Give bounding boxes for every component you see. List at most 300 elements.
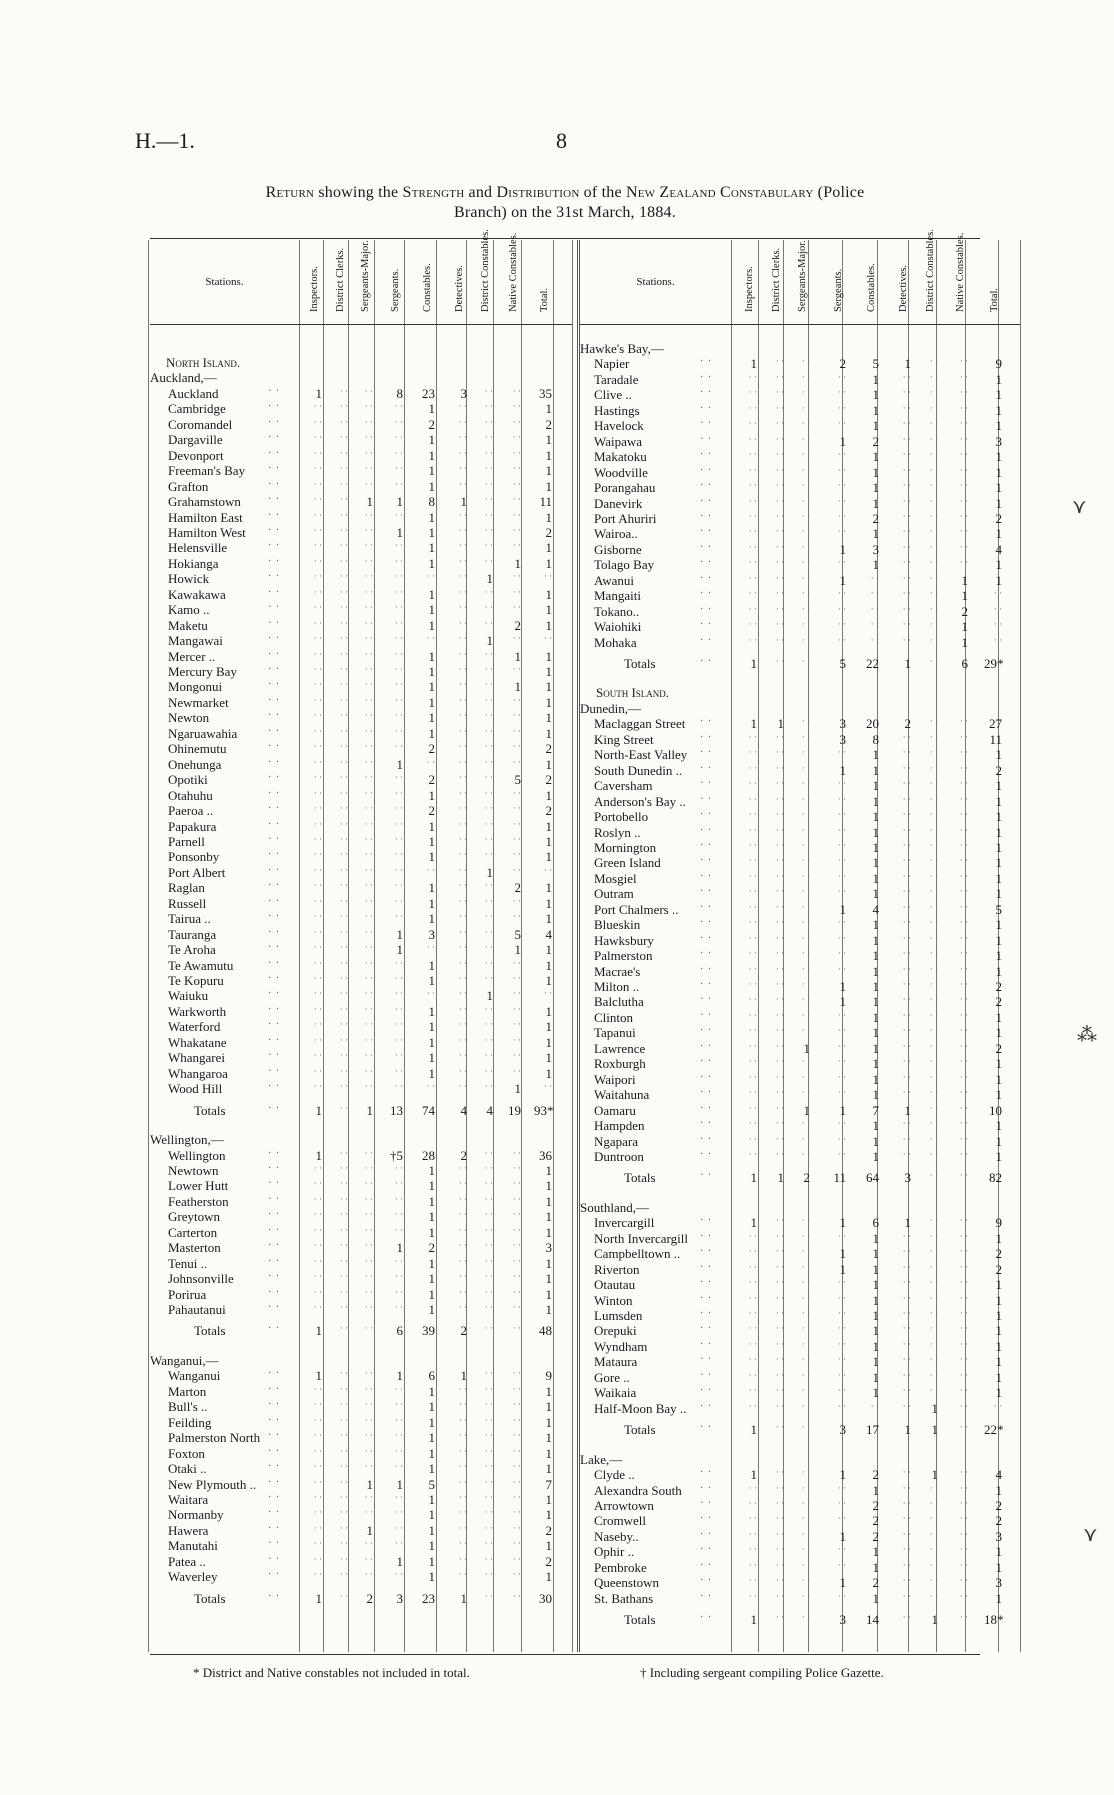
table-row (0, 1072, 1114, 1087)
cell-value: · · (484, 787, 493, 798)
cell-value: · · (512, 602, 521, 613)
cell-value: · · (458, 463, 467, 474)
table-row (0, 763, 1114, 778)
cell-value: · · (339, 524, 348, 535)
cell-value: · · (364, 1178, 373, 1189)
cell-value: · · (837, 1369, 846, 1380)
cell-value: 1 (839, 572, 846, 588)
cell-value: · · (929, 731, 938, 742)
title-part: Strength (402, 184, 465, 201)
cell-value: · · (313, 1162, 322, 1173)
cell-value: · · (748, 619, 757, 630)
cell-value: · · (775, 778, 784, 789)
cell-value: · · (775, 1025, 784, 1036)
cell-value: 1 (904, 1102, 911, 1118)
cell-value: 1 (396, 756, 403, 772)
total-value: · · (339, 1102, 348, 1113)
cell-value: · · (339, 725, 348, 736)
cell-value: · · (775, 526, 784, 537)
total-value: · · (902, 1612, 911, 1623)
cell-value: · · (512, 1193, 521, 1204)
cell-value: · · (929, 1102, 938, 1113)
cell-value: · · (484, 447, 493, 458)
cell-value: · · (801, 572, 810, 583)
cell-value: · · (394, 1034, 403, 1045)
cell-value: · · (801, 1575, 810, 1586)
leader-dots: · · (700, 433, 713, 445)
cell-value: · · (801, 1246, 810, 1257)
cell-value: 1 (486, 864, 493, 880)
cell-value: · · (748, 1575, 757, 1586)
cell-value: · · (512, 1286, 521, 1297)
cell-value: 1 (428, 1538, 435, 1554)
cell-value: · · (902, 1148, 911, 1159)
column-header-label: Inspectors. (744, 266, 755, 312)
table-row (0, 871, 1114, 886)
cell-value: · · (394, 1065, 403, 1076)
cell-value: 1 (995, 1369, 1002, 1385)
cell-value: 3 (545, 1240, 552, 1256)
cell-value: · · (313, 1507, 322, 1518)
cell-value: · · (512, 1414, 521, 1425)
cell-value: 1 (872, 557, 879, 573)
cell-value: 5 (872, 356, 879, 372)
cell-value: 1 (545, 1399, 552, 1415)
cell-value: 1 (545, 942, 552, 958)
cell-value: 1 (995, 1590, 1002, 1606)
cell-value: · · (775, 1497, 784, 1508)
cell-value: · · (313, 416, 322, 427)
cell-value: 3 (995, 433, 1002, 449)
cell-value: · · (426, 864, 435, 875)
cell-value: · · (837, 948, 846, 959)
cell-value: 1 (872, 747, 879, 763)
cell-value: · · (394, 648, 403, 659)
cell-value: · · (394, 1414, 403, 1425)
cell-value: · · (775, 1230, 784, 1241)
cell-value: · · (484, 1255, 493, 1266)
cell-value: · · (339, 385, 348, 396)
cell-value: · · (339, 756, 348, 767)
cell-value: · · (458, 1461, 467, 1472)
cell-value: · · (929, 1482, 938, 1493)
cell-value: · · (339, 880, 348, 891)
cell-value: · · (748, 1323, 757, 1334)
cell-value: · · (837, 619, 846, 630)
total-value: 18* (984, 1612, 1004, 1628)
cell-value: · · (364, 988, 373, 999)
cell-value: · · (394, 540, 403, 551)
cell-value: 1 (872, 839, 879, 855)
cell-value: 1 (514, 1081, 521, 1097)
cell-value: 1 (839, 901, 846, 917)
cell-value: · · (458, 633, 467, 644)
cell-value: · · (313, 540, 322, 551)
leader-dots: · · (700, 656, 713, 667)
cell-value: · · (543, 571, 552, 582)
cell-value: · · (801, 480, 810, 491)
cell-value: 1 (428, 1302, 435, 1317)
cell-value: · · (484, 1147, 493, 1158)
table-row (0, 511, 1114, 526)
cell-value: · · (959, 1369, 968, 1380)
cell-value: 1 (428, 895, 435, 911)
cell-value: · · (775, 1215, 784, 1226)
cell-value: 1 (839, 1575, 846, 1591)
cell-value: 1 (872, 387, 879, 403)
cell-value: · · (512, 694, 521, 705)
cell-value: · · (959, 418, 968, 429)
cell-value: · · (801, 634, 810, 645)
cell-value: 9 (995, 1215, 1002, 1231)
cell-value: · · (748, 418, 757, 429)
cell-value: · · (902, 387, 911, 398)
cell-value: · · (484, 1476, 493, 1487)
cell-value: · · (959, 839, 968, 850)
cell-value: · · (458, 864, 467, 875)
cell-value: · · (313, 694, 322, 705)
cell-value: · · (458, 555, 467, 566)
cell-value: · · (748, 449, 757, 460)
cell-value: · · (837, 1354, 846, 1365)
total-value: 3 (904, 1170, 911, 1186)
cell-value: · · (748, 1246, 757, 1257)
cell-value: 1 (545, 447, 552, 463)
cell-value: · · (364, 787, 373, 798)
cell-value: 1 (428, 1399, 435, 1415)
cell-value: · · (748, 1513, 757, 1524)
cell-value: · · (929, 1040, 938, 1051)
station-name: Ophir .. (594, 1544, 635, 1560)
station-name: Anderson's Bay .. (594, 793, 686, 809)
cell-value: · · (543, 633, 552, 644)
leader-dots: · · (268, 694, 281, 706)
cell-value: · · (902, 994, 911, 1005)
station-name: Port Chalmers .. (594, 901, 679, 917)
station-name: Hastings (594, 402, 640, 418)
cell-value: · · (458, 1209, 467, 1220)
cell-value: 2 (428, 803, 435, 819)
cell-value: · · (775, 1308, 784, 1318)
cell-value: · · (775, 1102, 784, 1113)
page-code: H.—1. (135, 128, 195, 153)
cell-value: · · (394, 447, 403, 458)
leader-dots: · · (700, 1215, 713, 1227)
total-value: 3 (839, 1422, 846, 1438)
cell-value: · · (748, 1087, 757, 1098)
cell-value: · · (837, 495, 846, 506)
cell-value: · · (929, 932, 938, 943)
cell-value: · · (458, 1224, 467, 1235)
total-value: 23 (422, 1590, 435, 1606)
cell-value: 36 (539, 1147, 552, 1163)
cell-value: · · (339, 1050, 348, 1061)
leader-dots: · · (700, 1277, 713, 1289)
cell-value: · · (929, 433, 938, 444)
cell-value: · · (364, 1255, 373, 1266)
cell-value: · · (775, 1009, 784, 1020)
column-header (326, 240, 344, 325)
cell-value: 23 (422, 385, 435, 401)
cell-value: · · (775, 1056, 784, 1067)
cell-value: · · (902, 1575, 911, 1586)
station-name: Opotiki (168, 772, 208, 788)
cell-value: · · (313, 1553, 322, 1564)
leader-dots: · · (268, 818, 281, 830)
cell-value: 1 (872, 1590, 879, 1606)
cell-value: · · (748, 1277, 757, 1288)
cell-value: · · (929, 1133, 938, 1144)
leader-dots: · · (700, 1513, 713, 1525)
cell-value: · · (775, 557, 784, 568)
cell-value: · · (902, 1559, 911, 1570)
station-name: Mercury Bay (168, 664, 237, 679)
cell-value: · · (394, 1271, 403, 1282)
leader-dots: · · (700, 1482, 713, 1494)
cell-value: · · (426, 633, 435, 644)
cell-value: · · (394, 1209, 403, 1220)
station-name: Portobello (594, 809, 649, 825)
station-name: Freeman's Bay (168, 463, 246, 479)
cell-value: · · (339, 1538, 348, 1549)
total-value: 1 (750, 1422, 757, 1438)
cell-value: 1 (514, 648, 521, 664)
cell-value: · · (484, 1553, 493, 1564)
cell-value: · · (458, 1430, 467, 1441)
cell-value: · · (902, 1497, 911, 1508)
total-value: 6 (961, 656, 968, 671)
station-name: Roxburgh (594, 1056, 646, 1072)
cell-value: · · (929, 886, 938, 897)
cell-value: · · (313, 1522, 322, 1533)
total-value: 4 (486, 1102, 493, 1118)
cell-value: · · (902, 1056, 911, 1067)
leader-dots: · · (700, 886, 713, 898)
cell-value: · · (993, 619, 1002, 630)
station-name: Caversham (594, 778, 653, 794)
cell-value: · · (959, 1308, 968, 1318)
station-name: Gisborne (594, 541, 642, 557)
leader-dots: · · (268, 710, 281, 722)
cell-value: · · (959, 526, 968, 537)
cell-value: · · (801, 510, 810, 521)
cell-value: 1 (839, 1261, 846, 1277)
station-name: Kawakawa (168, 586, 226, 602)
cell-value: · · (458, 1286, 467, 1297)
station-name: Pembroke (594, 1559, 647, 1575)
table-row (0, 979, 1114, 994)
cell-value: 1 (995, 402, 1002, 418)
cell-value: · · (512, 787, 521, 798)
cell-value: · · (512, 1491, 521, 1502)
cell-value: · · (339, 416, 348, 427)
cell-value: 1 (428, 849, 435, 865)
cell-value: · · (902, 464, 911, 475)
cell-value: 1 (839, 762, 846, 778)
cell-value: 1 (839, 1215, 846, 1231)
cell-value: · · (929, 588, 938, 599)
cell-value: · · (313, 1569, 322, 1580)
cell-value: 1 (428, 1491, 435, 1507)
cell-value: · · (313, 926, 322, 937)
table-row (0, 465, 1114, 480)
cell-value: · · (512, 1522, 521, 1533)
station-name: Hamilton West (168, 524, 246, 540)
cell-value: · · (775, 480, 784, 491)
total-value: 1 (904, 656, 911, 671)
table-row (0, 1056, 1114, 1071)
cell-value: 1 (514, 555, 521, 571)
cell-value: · · (339, 833, 348, 844)
cell-value: · · (458, 988, 467, 999)
station-name: Ngapara (594, 1133, 639, 1149)
cell-value: · · (748, 464, 757, 475)
table-top-rule (150, 238, 980, 239)
cell-value: · · (484, 1209, 493, 1220)
cell-value: · · (458, 648, 467, 659)
leader-dots: · · (268, 416, 281, 428)
cell-value: 1 (545, 787, 552, 803)
cell-value: · · (837, 1400, 846, 1411)
cell-value: 1 (545, 710, 552, 726)
cell-value: 1 (995, 778, 1002, 794)
cell-value: · · (959, 994, 968, 1005)
cell-value: · · (902, 418, 911, 429)
cell-value: · · (801, 1025, 810, 1036)
cell-value: · · (313, 864, 322, 875)
cell-value: · · (512, 1240, 521, 1251)
cell-value: · · (484, 1399, 493, 1410)
cell-value: · · (394, 710, 403, 721)
cell-value: · · (837, 793, 846, 804)
total-value: 3 (839, 1612, 846, 1628)
cell-value: 1 (872, 870, 879, 886)
cell-value: 1 (428, 818, 435, 834)
cell-value: · · (364, 385, 373, 396)
cell-value: · · (902, 793, 911, 804)
leader-dots: · · (268, 957, 281, 969)
cell-value: · · (339, 772, 348, 783)
cell-value: 1 (995, 1308, 1002, 1323)
leader-dots: · · (700, 855, 713, 867)
totals-label: Totals (624, 1422, 656, 1438)
section-heading: Dunedin,— (580, 700, 642, 716)
cell-value: · · (458, 818, 467, 829)
cell-value: · · (902, 809, 911, 820)
cell-value: · · (394, 1399, 403, 1410)
cell-value: · · (484, 1065, 493, 1076)
cell-value: · · (837, 1277, 846, 1288)
cell-value: · · (959, 1575, 968, 1586)
cell-value: 1 (545, 617, 552, 633)
cell-value: · · (339, 1147, 348, 1158)
column-header-label: Sergeants-Major. (797, 240, 808, 312)
cell-value: · · (902, 1277, 911, 1288)
cell-value: · · (394, 586, 403, 597)
station-name: Newton (168, 710, 210, 726)
cell-value: · · (902, 526, 911, 537)
cell-value: · · (339, 509, 348, 520)
cell-value: 1 (428, 555, 435, 571)
cell-value: · · (484, 416, 493, 427)
leader-dots: · · (268, 1081, 281, 1093)
cell-value: · · (364, 849, 373, 860)
cell-value: · · (959, 1323, 968, 1334)
cell-value: · · (902, 1385, 911, 1396)
station-name: Te Kopuru (168, 973, 224, 988)
leader-dots: · · (700, 1338, 713, 1350)
leader-dots: · · (268, 1383, 281, 1395)
cell-value: · · (837, 1385, 846, 1396)
cell-value: · · (458, 679, 467, 690)
cell-value: · · (801, 1215, 810, 1226)
leader-dots: · · (700, 1590, 713, 1602)
cell-value: 1 (872, 809, 879, 825)
cell-value: 1 (872, 948, 879, 964)
cell-value: · · (512, 1553, 521, 1564)
leader-dots: · · (700, 1025, 713, 1037)
cell-value: · · (512, 1209, 521, 1220)
cell-value: · · (748, 1528, 757, 1539)
cell-value: · · (394, 1178, 403, 1189)
station-name: Whakatane (168, 1034, 227, 1050)
cell-value: · · (394, 664, 403, 674)
cell-value: · · (484, 648, 493, 659)
cell-value: · · (993, 1400, 1002, 1411)
leader-dots: · · (700, 603, 713, 615)
cell-value: 1 (486, 988, 493, 1004)
cell-value: · · (364, 1240, 373, 1251)
cell-value: · · (313, 602, 322, 613)
cell-value: 1 (396, 1476, 403, 1492)
cell-value: 1 (366, 494, 373, 510)
station-name: Macrae's (594, 963, 641, 979)
table-row (0, 1308, 1114, 1323)
column-header-label: District Clerks. (771, 247, 782, 312)
cell-value: · · (929, 356, 938, 367)
table-row (0, 356, 1114, 371)
leader-dots: · · (268, 895, 281, 907)
cell-value: · · (484, 741, 493, 752)
cell-value: 1 (995, 1071, 1002, 1087)
leader-dots: · · (700, 809, 713, 821)
cell-value: · · (929, 1513, 938, 1524)
station-name: Wood Hill (168, 1081, 223, 1097)
cell-value: · · (748, 572, 757, 583)
cell-value: · · (748, 1102, 757, 1113)
cell-value: · · (313, 880, 322, 891)
cell-value: · · (929, 824, 938, 835)
cell-value: · · (959, 1497, 968, 1508)
cell-value: · · (512, 1050, 521, 1061)
cell-value: 1 (872, 979, 879, 994)
cell-value: 1 (872, 1544, 879, 1560)
cell-value: 1 (995, 1354, 1002, 1370)
cell-value: · · (364, 1162, 373, 1173)
station-name: Russell (168, 895, 207, 911)
leader-dots: · · (700, 731, 713, 743)
table-row (0, 1323, 1114, 1338)
cell-value: 1 (872, 418, 879, 434)
cell-value: 1 (428, 973, 435, 988)
cell-value: 1 (396, 1553, 403, 1569)
cell-value: · · (394, 1507, 403, 1518)
leader-dots: · · (700, 1369, 713, 1381)
cell-value: · · (512, 988, 521, 999)
cell-value: · · (959, 1277, 968, 1288)
cell-value: · · (394, 1491, 403, 1502)
leader-dots: · · (268, 1569, 281, 1581)
